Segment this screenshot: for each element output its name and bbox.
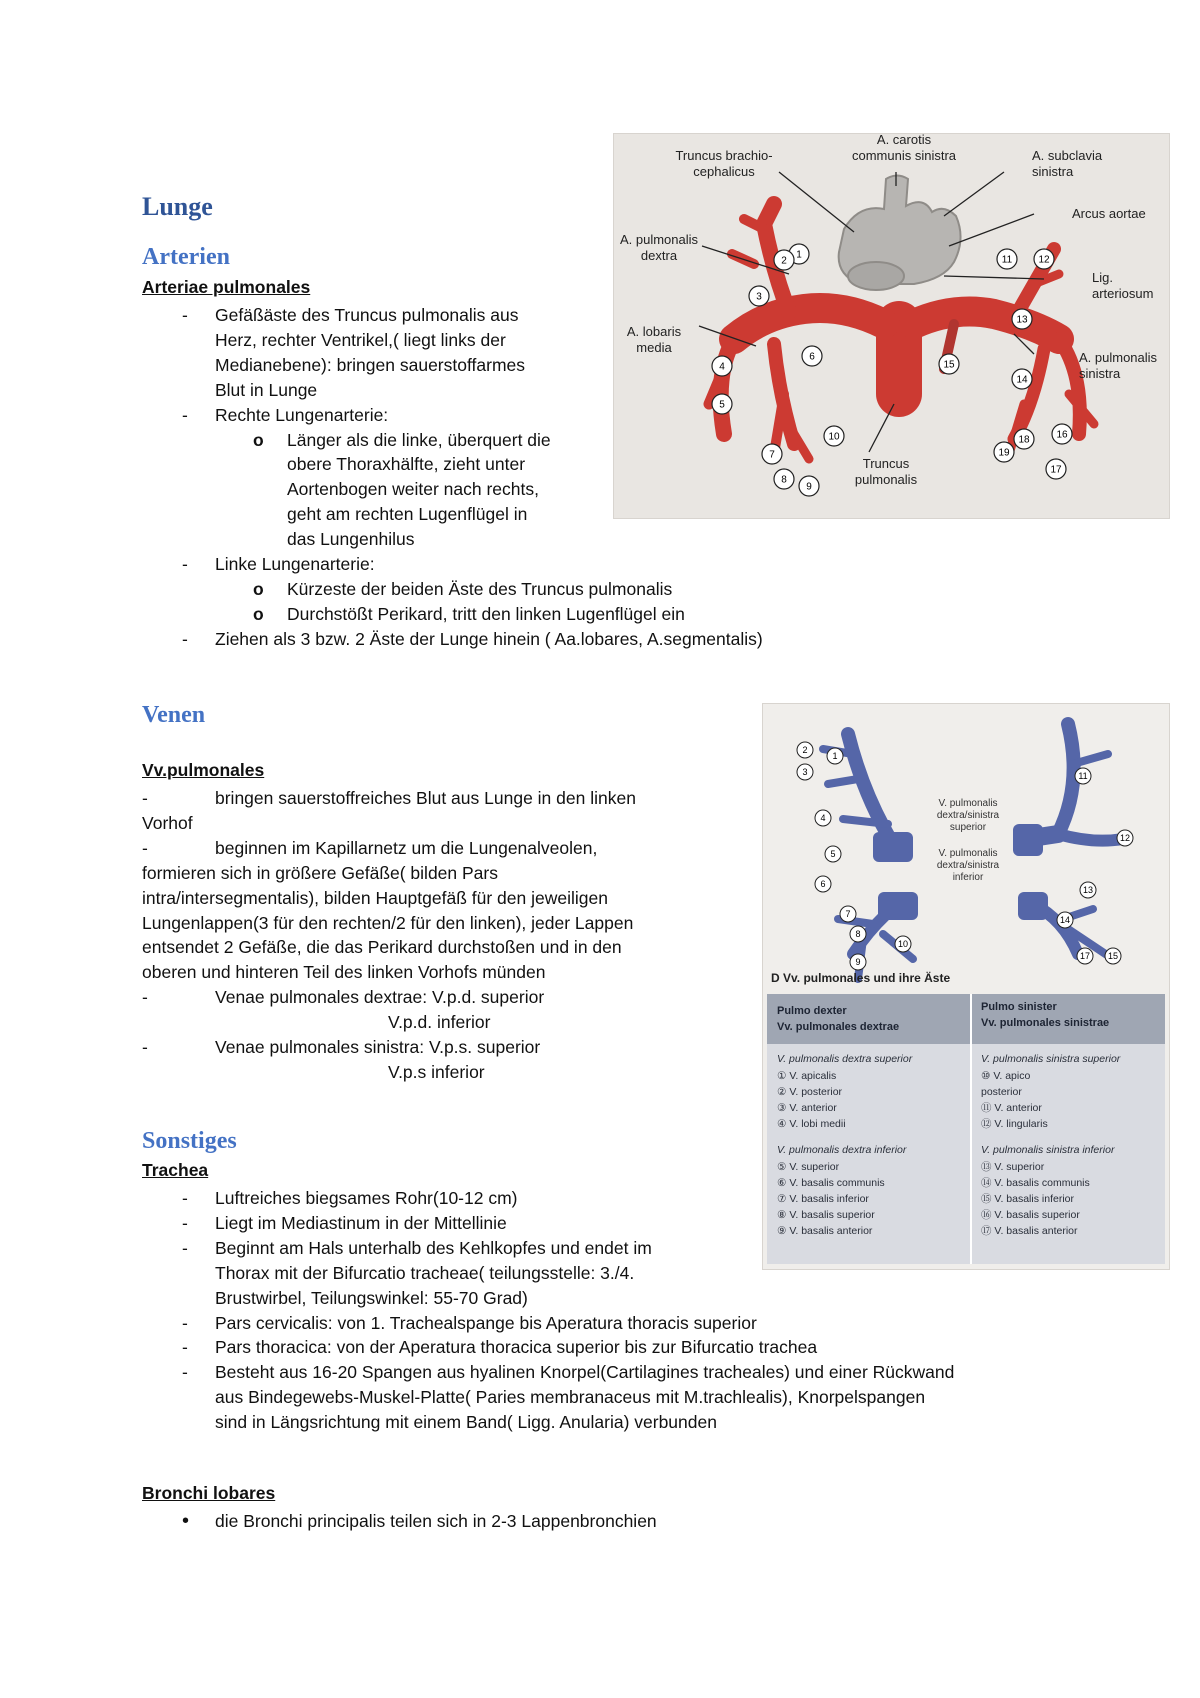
number-label: 10 [828, 431, 840, 443]
table-group-title: V. pulmonalis sinistra inferior [981, 1144, 1115, 1156]
number-label: 18 [1018, 434, 1030, 446]
subheading-trachea: Trachea [142, 1160, 209, 1180]
trachea-item-text: aus Bindegewebs-Muskel-Platte( Paries membranaceus mit M.trachlealis), Knorpelspangen [215, 1387, 926, 1408]
table-item: ④ V. lobi medii [777, 1118, 846, 1130]
label-lobaris-2: media [636, 340, 672, 355]
pulmonary-veins-illustration [763, 704, 1169, 1269]
table-group-title: V. pulmonalis sinistra superior [981, 1053, 1121, 1065]
table-item: ⑰ V. basalis anterior [981, 1225, 1078, 1237]
table-header-right-1: Pulmo sinister [981, 1001, 1057, 1013]
trachea-marker: - [182, 1212, 188, 1233]
trachea-item-text: Liegt im Mediastinum in der Mittellinie [215, 1212, 507, 1233]
label-pulm-dextra-2: dextra [640, 248, 678, 263]
trachea-marker: - [182, 1237, 188, 1258]
page-title: Lunge [142, 192, 213, 221]
table-item: ⑮ V. basalis inferior [981, 1193, 1074, 1205]
arterien-item-text: Durchstößt Perikard, tritt den linken Lugenflügel ein [287, 603, 685, 624]
number-marker [1034, 249, 1054, 269]
venen-line-text: Lungenlappen(3 für den rechten/2 für den linken), jeder Lappen [142, 912, 634, 933]
venen-line-text: V.p.d. inferior [388, 1012, 491, 1033]
arterien-marker: - [182, 305, 188, 325]
number-label: 13 [1016, 314, 1028, 326]
trachea-marker: - [182, 1362, 188, 1383]
table-item: ⑬ V. superior [981, 1161, 1045, 1173]
table-header-left-1: Pulmo dexter [777, 1005, 847, 1017]
number-label: 15 [1107, 951, 1119, 961]
label-v-sup-3: superior [949, 822, 987, 833]
pulmonary-arteries-illustration [614, 134, 1169, 518]
trachea-item-text: Pars thoracica: von der Aperatura thoracica superior bis zur Bifurcatio trachea [215, 1337, 818, 1358]
arterien-item-text: Aortenbogen weiter nach rechts, [287, 479, 539, 500]
number-label: 6 [809, 351, 815, 363]
trachea-marker: - [182, 1188, 188, 1208]
trachea-item-text: sind in Längsrichtung mit einem Band( Ligg. Anularia) verbunden [215, 1412, 717, 1433]
number-label: 17 [1079, 951, 1091, 961]
number-marker [827, 748, 843, 764]
number-label: 14 [1059, 915, 1071, 925]
heading-arterien: Arterien [142, 244, 230, 270]
trachea-item-text: Luftreiches biegsames Rohr(10-12 cm) [215, 1188, 518, 1208]
label-carotis-2: communis sinistra [851, 148, 957, 163]
arterien-marker: - [182, 628, 188, 649]
number-label: 14 [1016, 374, 1028, 386]
heading-venen: Venen [142, 702, 206, 728]
table-item: ⑯ V. basalis superior [981, 1209, 1080, 1221]
label-pulm-dextra-1: A. pulmonalis [619, 232, 699, 247]
number-label: 5 [830, 849, 836, 859]
trachea-marker: - [182, 1337, 188, 1358]
number-marker [939, 354, 959, 374]
label-v-inf-2: dextra/sinistra [936, 860, 1000, 871]
number-label: 11 [1078, 771, 1088, 781]
number-marker [824, 426, 844, 446]
arterien-item-text: Herz, rechter Ventrikel,( liegt links der [215, 329, 506, 350]
number-marker [799, 476, 819, 496]
number-label: 15 [943, 359, 955, 371]
venen-dash: - [142, 1037, 148, 1057]
venen-line-text: beginnen im Kapillarnetz um die Lungenalveolen, [215, 837, 598, 858]
number-marker [994, 442, 1014, 462]
label-truncus-brachio-2: cephalicus [693, 164, 755, 179]
label-pulm-sinistra-2: sinistra [1079, 366, 1121, 381]
table-item: posterior [981, 1086, 1022, 1098]
label-arcus-aortae: Arcus aortae [1072, 206, 1146, 221]
arterien-marker: - [182, 404, 188, 425]
bronchi-item-text: die Bronchi principalis teilen sich in 2-3 Lappenbronchien [215, 1511, 657, 1531]
venen-dash: - [142, 837, 148, 858]
arterien-marker: o [253, 603, 264, 624]
arterien-item-text: Blut in Lunge [215, 379, 318, 400]
subheading-bronchi-lobares: Bronchi lobares [142, 1483, 276, 1503]
number-label: 17 [1050, 464, 1062, 476]
number-marker [1057, 912, 1073, 928]
table-item: ⑤ V. superior [777, 1161, 840, 1173]
table-item: ⑨ V. basalis anterior [777, 1225, 873, 1237]
number-label: 1 [796, 249, 802, 261]
table-group-title: V. pulmonalis dextra superior [777, 1053, 913, 1065]
arterien-item-text: Ziehen als 3 bzw. 2 Äste der Lunge hinein ( Aa.lobares, A.segmentalis) [215, 628, 763, 649]
table-item: ⑩ V. apico [981, 1070, 1031, 1082]
venen-line-text: entsendet 2 Gefäße, die das Perikard durchstoßen und in den [142, 937, 622, 958]
label-truncus-pulm-2: pulmonalis [854, 472, 918, 487]
number-marker [797, 742, 813, 758]
trachea-item-text: Brustwirbel, Teilungswinkel: 55-70 Grad) [215, 1287, 528, 1308]
label-v-inf-1: V. pulmonalis [938, 848, 998, 859]
number-marker [1075, 768, 1091, 784]
label-v-sup-2: dextra/sinistra [936, 810, 1000, 821]
table-item: ② V. posterior [777, 1086, 843, 1098]
number-label: 2 [802, 745, 808, 755]
number-marker [1077, 948, 1093, 964]
label-subclavia-1: A. subclavia [1032, 148, 1103, 163]
arterien-marker: o [253, 578, 264, 599]
table-header-left-2: Vv. pulmonales dextrae [777, 1021, 900, 1033]
table-item: ③ V. anterior [777, 1102, 837, 1114]
arterien-item-text: das Lungenhilus [287, 529, 415, 550]
number-label: 9 [806, 481, 812, 493]
number-marker [1080, 882, 1096, 898]
table-item: ⑫ V. lingularis [981, 1118, 1048, 1130]
number-marker [774, 250, 794, 270]
number-marker [1105, 948, 1121, 964]
label-subclavia-2: sinistra [1032, 164, 1074, 179]
number-marker [749, 286, 769, 306]
label-truncus-pulm-1: Truncus [862, 456, 910, 471]
number-marker [762, 444, 782, 464]
table-item: ⑥ V. basalis communis [777, 1177, 885, 1189]
arterien-item-text: obere Thoraxhälfte, zieht unter [287, 454, 526, 475]
number-label: 10 [897, 939, 909, 949]
label-lig-2: arteriosum [1092, 286, 1154, 301]
venen-dash: - [142, 788, 148, 808]
table-header-right-2: Vv. pulmonales sinistrae [981, 1017, 1110, 1029]
venen-dash: - [142, 987, 148, 1008]
number-label: 4 [719, 361, 725, 373]
venen-line-text: Vorhof [142, 812, 193, 833]
number-marker [712, 394, 732, 414]
table-item: ⑭ V. basalis communis [981, 1177, 1090, 1189]
arterien-item-text: Linke Lungenarterie: [215, 554, 375, 574]
label-truncus-brachio-1: Truncus brachio- [675, 148, 773, 163]
number-marker [840, 906, 856, 922]
arterien-marker: - [182, 554, 188, 574]
figure-caption: D Vv. pulmonales und ihre Äste [771, 971, 951, 985]
number-label: 6 [820, 879, 826, 889]
number-marker [850, 926, 866, 942]
number-marker [825, 846, 841, 862]
venen-line-text: oberen und hinteren Teil des linken Vorhofs münden [142, 962, 546, 983]
arterien-item-text: Medianebene): bringen sauerstoffarmes [215, 354, 526, 375]
number-marker [815, 876, 831, 892]
number-marker [1117, 830, 1133, 846]
number-label: 8 [781, 474, 787, 486]
label-pulm-sinistra-1: A. pulmonalis [1079, 350, 1158, 365]
veins-table [767, 994, 1165, 1264]
number-label: 7 [845, 909, 851, 919]
number-marker [1012, 309, 1032, 329]
arterien-item-text: Kürzeste der beiden Äste des Truncus pulmonalis [287, 578, 673, 599]
heading-sonstiges: Sonstiges [142, 1128, 237, 1154]
number-label: 11 [1001, 254, 1013, 266]
table-group-title: V. pulmonalis dextra inferior [777, 1144, 907, 1156]
number-label: 13 [1082, 885, 1094, 895]
number-marker [1014, 429, 1034, 449]
label-lig-1: Lig. [1092, 270, 1113, 285]
number-marker [1052, 424, 1072, 444]
venen-line-text: intra/intersegmentalis), bilden Hauptgefäß für den jeweiligen [142, 887, 608, 908]
bronchi-marker: • [182, 1510, 190, 1532]
venen-line-text: bringen sauerstoffreiches Blut aus Lunge in den linken [215, 788, 636, 808]
arterien-item-text: Rechte Lungenarterie: [215, 404, 389, 425]
number-label: 12 [1038, 254, 1050, 266]
number-label: 8 [855, 929, 861, 939]
number-marker [850, 954, 866, 970]
arterien-marker: o [253, 429, 264, 450]
label-lobaris-1: A. lobaris [626, 324, 682, 339]
number-label: 5 [719, 399, 725, 411]
venen-line-text: V.p.s inferior [388, 1061, 485, 1082]
subheading-vv-pulmonales: Vv.pulmonales [142, 760, 265, 780]
table-item: ⑪ V. anterior [981, 1102, 1042, 1114]
trachea-item-text: Pars cervicalis: von 1. Trachealspange bis Aperatura thoracis superior [215, 1312, 757, 1333]
number-label: 2 [781, 255, 787, 267]
number-marker [815, 810, 831, 826]
number-marker [712, 356, 732, 376]
number-marker [797, 764, 813, 780]
figure-pulmonary-arteries [613, 133, 1170, 519]
label-carotis-1: A. carotis [876, 134, 932, 147]
number-marker [1012, 369, 1032, 389]
trachea-item-text: Besteht aus 16-20 Spangen aus hyalinen Knorpel(Cartilagines tracheales) und einer Rückwand [215, 1362, 955, 1383]
number-marker [802, 346, 822, 366]
number-label: 12 [1119, 833, 1131, 843]
number-label: 3 [802, 767, 808, 777]
trachea-item-text: Beginnt am Hals unterhalb des Kehlkopfes und endet im [215, 1237, 652, 1258]
number-marker [997, 249, 1017, 269]
venen-line-text: Venae pulmonales sinistra: V.p.s. superior [215, 1037, 541, 1057]
number-marker [1046, 459, 1066, 479]
venen-line-text: Venae pulmonales dextrae: V.p.d. superior [215, 987, 545, 1008]
figure-pulmonary-veins [762, 703, 1170, 1270]
label-v-sup-1: V. pulmonalis [938, 798, 998, 809]
number-label: 16 [1056, 429, 1068, 441]
trachea-item-text: Thorax mit der Bifurcatio tracheae( teilungsstelle: 3./4. [215, 1262, 635, 1283]
number-label: 19 [998, 447, 1010, 459]
arterien-item-text: Gefäßäste des Truncus pulmonalis aus [215, 305, 519, 325]
number-label: 3 [756, 291, 762, 303]
table-item: ⑦ V. basalis inferior [777, 1193, 869, 1205]
number-label: 4 [820, 813, 826, 823]
arterien-item-text: Länger als die linke, überquert die [287, 429, 551, 450]
number-marker [895, 936, 911, 952]
venen-line-text: formieren sich in größere Gefäße( bilden Pars [142, 862, 498, 883]
table-item: ① V. apicalis [777, 1070, 837, 1082]
number-label: 1 [832, 751, 838, 761]
number-marker [774, 469, 794, 489]
number-label: 7 [769, 449, 775, 461]
arterien-item-text: geht am rechten Lugenflügel in [287, 504, 528, 525]
subheading-arteriae-pulmonales: Arteriae pulmonales [142, 277, 311, 297]
label-v-inf-3: inferior [952, 872, 984, 883]
table-item: ⑧ V. basalis superior [777, 1209, 875, 1221]
trachea-marker: - [182, 1312, 188, 1333]
number-label: 9 [855, 957, 861, 967]
